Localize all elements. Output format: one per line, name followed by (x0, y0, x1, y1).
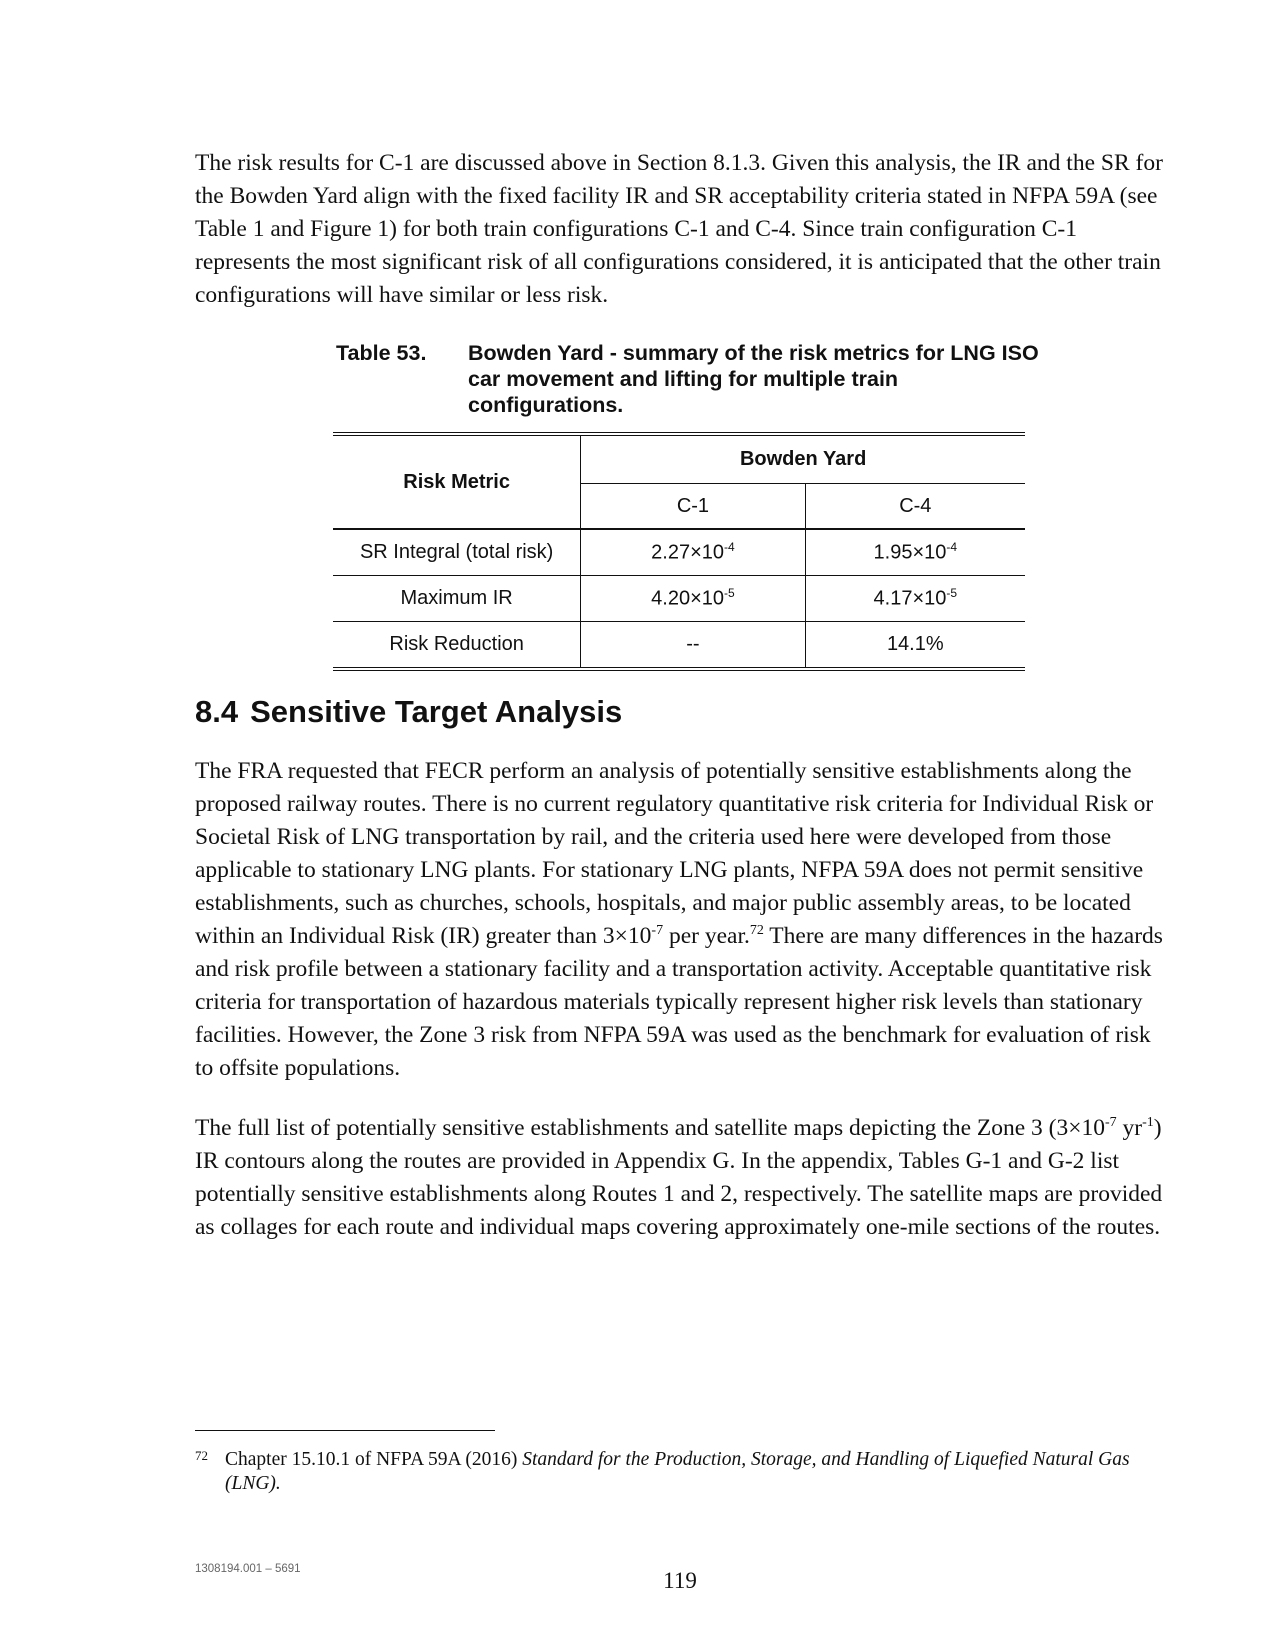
footnote-mark: 72 (195, 1448, 208, 1463)
page-number: 119 (663, 1568, 697, 1593)
cell-c1: -- (581, 622, 805, 670)
body-paragraph-1: The risk results for C-1 are discussed above in Section 8.1.3. Given this analysis, the IR and the SR for the Bowden Yard align with the fixed facility IR and SR acceptability criteria stated in NFPA 59A (see Table 1 and Figure 1) for both train configurations C-1 and C-4. Since train configuration C-1 represents the most significant risk of all configurations considered, it is anticipated that the other train configurations will have similar or less risk. (195, 150, 1163, 308)
cell-metric: Risk Reduction (333, 622, 581, 670)
section-heading (195, 692, 622, 732)
cell-metric: Maximum IR (333, 576, 581, 622)
cell-c4: 14.1% (805, 622, 1025, 670)
footnote-reference[interactable]: 72 (749, 923, 764, 939)
header-risk-metric: Risk Metric (333, 434, 581, 529)
cell-c1: $4.20\times 10^{-5}$ (581, 576, 805, 622)
section-number: 8.4 (195, 694, 239, 729)
document-id: 1308194.001 – 5691 (195, 1563, 301, 1575)
table-caption-text: Bowden Yard - summary of the risk metrics for LNG ISO car movement and lifting for multiple train configurations. (468, 341, 1039, 417)
header-c4: C-4 (805, 484, 1025, 530)
cell-metric: SR Integral (total risk) (333, 529, 581, 576)
cell-c4: $4.17\times 10^{-5}$ (805, 576, 1025, 622)
table-row (333, 576, 1025, 622)
footnote (195, 1448, 1170, 1496)
cell-c4: $1.95\times 10^{-4}$ (805, 529, 1025, 576)
table-caption-number: Table 53. (336, 341, 427, 365)
cell-c1: $2.27\times 10^{-4}$ (581, 529, 805, 576)
header-bowden-yard: Bowden Yard (581, 434, 1025, 484)
body-paragraph-2: The FRA requested that FECR perform an analysis of potentially sensitive establishments along the proposed railway routes. There is no current regulatory quantitative risk criteria for Individual Risk or Societal Risk of LNG transportation by rail, and the criteria used here were developed from those applicable to stationary LNG plants. For stationary LNG plants, NFPA 59A does not permit sensitive establishments, such as churches, schools, hospitals, and major public assembly areas, to be located within an Individual Risk (IR) greater than $3\times 10^{-7}$ per year.$^{72}$ There are many differences in the hazards and risk profile between a stationary facility and a transportation activity. Acceptable quantitative risk criteria for transportation of hazardous materials typically represent higher risk levels than stationary facilities. However, the Zone 3 risk from NFPA 59A was used as the benchmark for evaluation of risk to offsite populations. (195, 758, 1163, 1081)
section-title: Sensitive Target Analysis (250, 694, 623, 729)
body-paragraph-3: The full list of potentially sensitive establishments and satellite maps depicting the Zone 3 ($3\times 10^{-7}$ $yr^{-1}$) IR contours along the routes are provided in Appendix G. In the appendix, Tables G-1 and G-2 list potentially sensitive establishments along Routes 1 and 2, respectively. The satellite maps are provided as collages for each route and individual maps covering approximately one-mile sections of the routes. (195, 1115, 1163, 1240)
table-caption (336, 340, 1056, 418)
header-c1: C-1 (581, 484, 805, 530)
table-row (333, 622, 1025, 670)
table-row (333, 529, 1025, 576)
risk-metrics-table (333, 432, 1025, 671)
footnote-divider (195, 1430, 495, 1431)
footnote-text: Chapter 15.10.1 of NFPA 59A (2016) Standard for the Production, Storage, and Handling of Liquefied Natural Gas (LNG). (225, 1449, 1130, 1494)
